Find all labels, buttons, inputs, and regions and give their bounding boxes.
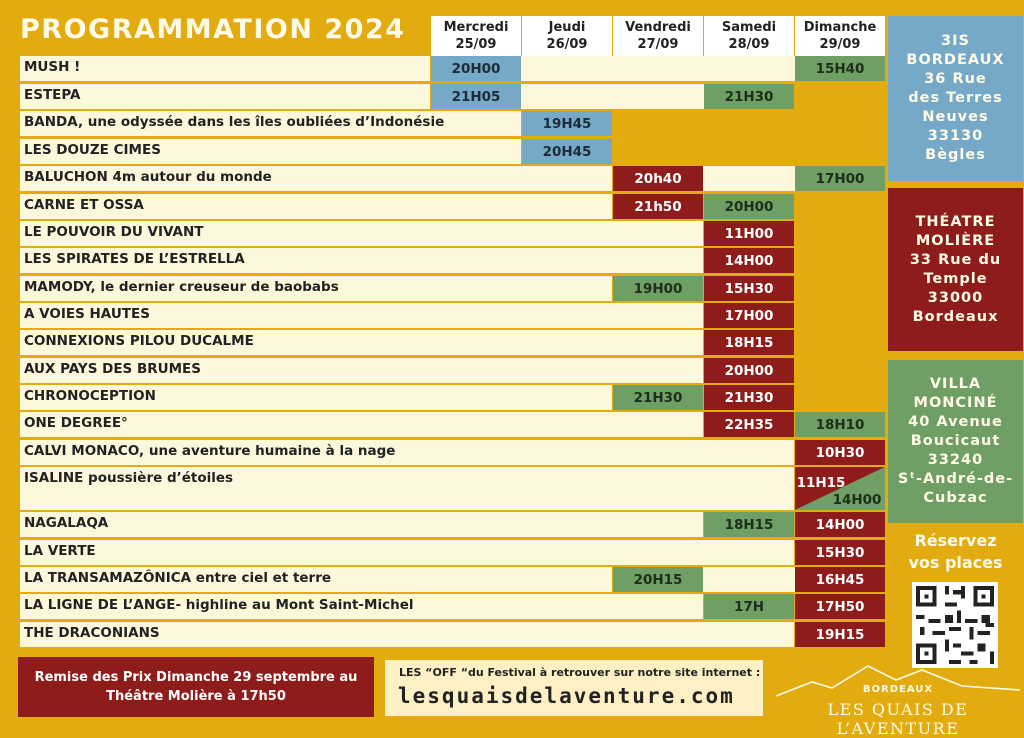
venue-line: 40 Avenue [908,414,1003,430]
showtime: 20H00 [704,194,794,219]
venue-line: 33000 [927,289,984,306]
empty-slot [612,56,704,81]
showtime: 17H [704,594,794,619]
showtime: 18H10 [795,412,885,437]
showtime: 17H00 [795,166,885,191]
off-festival-banner [385,660,763,716]
showtime: 11H00 [704,221,794,246]
film-title: LE POUVOIR DU VIVANT [24,224,204,240]
showtime: 20H45 [522,139,612,164]
film-title: CALVI MONACO, une aventure humaine à la nage [24,443,396,459]
film-row [20,56,430,81]
showtime: 20H00 [431,56,521,81]
empty-slot [703,166,795,191]
venue-card [888,360,1023,523]
prize-line-1: Remise des Prix Dimanche 29 septembre au [34,670,358,685]
venue-line: Boucicaut [910,433,1001,449]
venue-line: VILLA [929,376,982,392]
showtime: 20H15 [613,567,703,592]
showtime: 17H50 [795,594,885,619]
logo-city: BORDEAUX [862,684,934,695]
prize-banner [18,657,374,717]
showtime: 18H15 [704,512,794,537]
showtime: 14H00 [832,492,882,508]
showtime: 10H30 [795,440,885,465]
film-title: BALUCHON 4m autour du monde [24,169,272,185]
venue-line: 33130 [927,128,984,144]
day-name: Mercredi [443,20,509,35]
venue-card [888,16,1023,181]
website-link[interactable]: lesquaisdelaventure.com [398,684,735,708]
day-name: Dimanche [803,20,877,35]
empty-slot [521,84,613,109]
empty-slot [612,84,704,109]
empty-slot [703,567,795,592]
prize-line-2: Théâtre Molière à 17h50 [106,689,286,704]
venue-line: Bordeaux [912,308,999,325]
film-title: BANDA, une odyssée dans les îles oubliées d’Indonésie [24,114,445,130]
day-date: 25/09 [455,37,497,52]
venue-line: THÉATRE [915,213,996,230]
empty-slot [703,56,795,81]
showtime: 15H30 [704,276,794,301]
showtime: 20h40 [613,166,703,191]
day-header [795,16,885,56]
film-title: MAMODY, le dernier creuseur de baobabs [24,279,339,295]
venue-card [888,188,1023,351]
empty-slot [521,56,613,81]
day-name: Vendredi [625,20,691,35]
day-name: Jeudi [548,20,586,35]
venue-line: 33 Rue du [909,251,1002,268]
film-row [20,84,430,109]
day-date: 28/09 [728,37,770,52]
film-title: ISALINE poussière d’étoiles [24,470,234,486]
film-title: MUSH ! [24,59,81,75]
showtime: 16H45 [795,567,885,592]
film-title: CARNE ET OSSA [24,197,144,213]
page-title: PROGRAMMATION 2024 [20,14,406,45]
film-title: AUX PAYS DES BRUMES [24,361,201,377]
showtime: 19H15 [795,622,885,647]
film-title: THE DRACONIANS [24,625,160,641]
venue-line: Temple [923,270,988,287]
venue-line: 33240 [927,452,984,468]
showtime: 14H00 [704,248,794,273]
showtime: 17H00 [704,303,794,328]
venue-line: des Terres [908,90,1003,106]
film-title: LES DOUZE CIMES [24,142,161,158]
festival-logo [772,660,1024,738]
day-header [613,16,703,56]
film-title: LES SPIRATES DE L’ESTRELLA [24,251,245,267]
film-title: LA LIGNE DE L’ANGE- highline au Mont Saint-Michel [24,597,414,613]
film-title: CHRONOCEPTION [24,388,156,404]
venue-line: MOLIÈRE [915,232,996,249]
venue-line: BORDEAUX [906,52,1005,68]
venue-line: 36 Rue [924,71,987,87]
showtime: 21H30 [613,385,703,410]
venue-line: Bègles [925,147,986,163]
showtime: 19H45 [522,111,612,136]
showtime: 15H30 [795,540,885,565]
film-title: NAGALAQA [24,515,109,531]
showtime: 18H15 [704,330,794,355]
venue-line: 3IS [941,33,970,49]
showtime: 20H00 [704,358,794,383]
day-date: 27/09 [637,37,679,52]
showtime: 19H00 [613,276,703,301]
day-date: 26/09 [546,37,588,52]
film-title: A VOIES HAUTES [24,306,150,322]
film-title: CONNEXIONS PILOU DUCALME [24,333,254,349]
showtime: 21H30 [704,84,794,109]
film-row [20,512,703,537]
reserve-line-2: vos places [908,553,1003,572]
film-title: LA VERTE [24,543,96,559]
venue-line: Sᵗ-André-de- [897,471,1014,487]
film-title: ESTEPA [24,87,81,103]
qr-code-icon[interactable] [912,582,998,668]
film-row [20,540,794,565]
day-date: 29/09 [819,37,861,52]
showtime: 21H30 [704,385,794,410]
showtime: 21H05 [431,84,521,109]
venue-line: Cubzac [923,490,988,506]
day-name: Samedi [721,20,777,35]
reserve-line-1: Réservez [914,531,997,550]
film-title: LA TRANSAMAZÔNICA entre ciel et terre [24,570,332,586]
day-header [704,16,794,56]
showtime: 21h50 [613,194,703,219]
reserve-callout [888,530,1023,574]
day-header [522,16,612,56]
logo-name: LES QUAIS DE L’AVENTURE [827,700,969,738]
showtime: 22H35 [704,412,794,437]
showtime: 15H40 [795,56,885,81]
day-header [431,16,521,56]
showtime: 14H00 [795,512,885,537]
film-title: ONE DEGREE° [24,415,128,431]
venue-line: Neuves [922,109,989,125]
venue-line: MONCINÉ [913,395,998,411]
showtime: 11H15 [796,475,846,491]
off-festival-text: LES “OFF “du Festival à retrouver sur notre site internet : [399,666,761,679]
